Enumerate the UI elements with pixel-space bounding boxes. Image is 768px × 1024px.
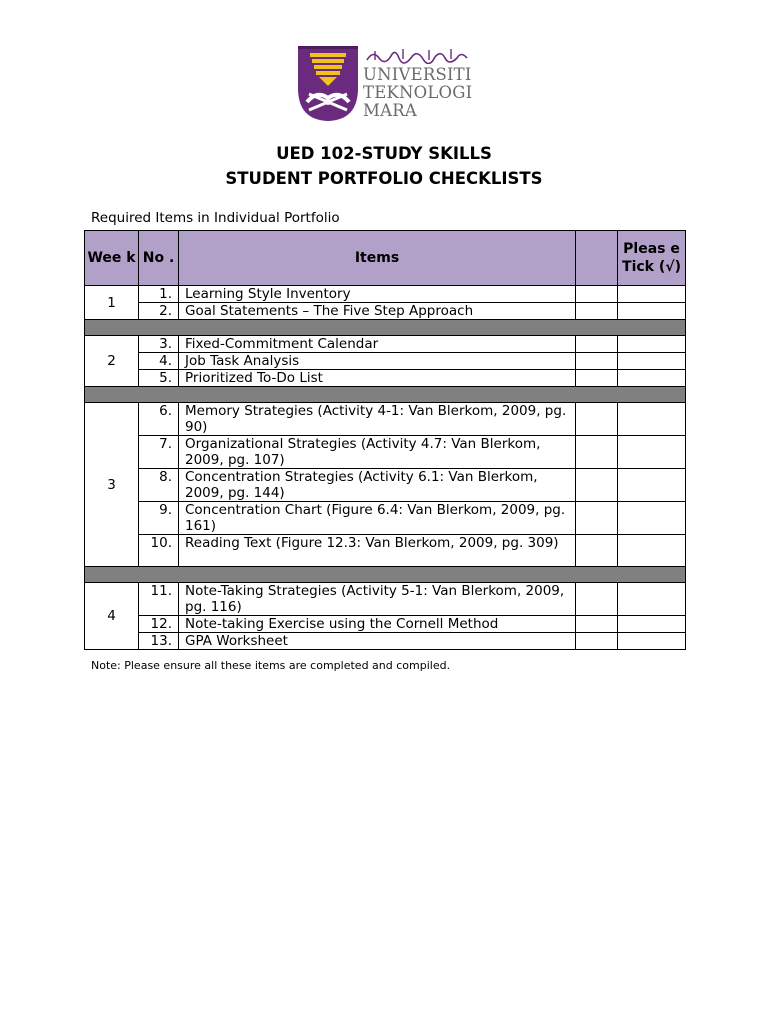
blank-cell (576, 583, 618, 616)
item-number: 7. (139, 436, 179, 469)
table-row (85, 370, 686, 387)
table-caption: Required Items in Individual Portfolio (91, 210, 340, 226)
item-number: 10. (139, 535, 179, 567)
item-number: 5. (139, 370, 179, 387)
header-no: No . (139, 231, 179, 286)
item-text: Learning Style Inventory (179, 286, 576, 303)
item-number: 2. (139, 303, 179, 320)
tick-cell[interactable] (618, 303, 686, 320)
blank-cell (576, 303, 618, 320)
table-row (85, 286, 686, 303)
blank-cell (576, 336, 618, 353)
table-row (85, 535, 686, 567)
blank-cell (576, 370, 618, 387)
week-separator (85, 567, 686, 583)
item-text: Concentration Strategies (Activity 6.1: Van Blerkom, 2009, pg. 144) (179, 469, 576, 502)
logo-line-1: UNIVERSITI (363, 65, 472, 84)
item-text: Organizational Strategies (Activity 4.7: Van Blerkom, 2009, pg. 107) (179, 436, 576, 469)
item-number: 9. (139, 502, 179, 535)
tick-cell[interactable] (618, 436, 686, 469)
footnote: Note: Please ensure all these items are completed and compiled. (91, 659, 451, 672)
header-week: Wee k (85, 231, 139, 286)
tick-cell[interactable] (618, 403, 686, 436)
item-number: 3. (139, 336, 179, 353)
document-title-course: UED 102-STUDY SKILLS (276, 144, 492, 163)
week-cell: 2 (85, 336, 139, 387)
tick-cell[interactable] (618, 633, 686, 650)
item-number: 12. (139, 616, 179, 633)
item-text: Note-taking Exercise using the Cornell Method (179, 616, 576, 633)
item-number: 11. (139, 583, 179, 616)
item-number: 8. (139, 469, 179, 502)
table-row (85, 633, 686, 650)
item-number: 4. (139, 353, 179, 370)
tick-cell[interactable] (618, 535, 686, 567)
table-row (85, 583, 686, 616)
blank-cell (576, 502, 618, 535)
table-header-row (85, 231, 686, 286)
item-text: GPA Worksheet (179, 633, 576, 650)
item-text: Note-Taking Strategies (Activity 5-1: Van Blerkom, 2009, pg. 116) (179, 583, 576, 616)
table-row (85, 502, 686, 535)
item-text: Job Task Analysis (179, 353, 576, 370)
logo-line-2: TEKNOLOGI (363, 83, 473, 102)
table-row (85, 403, 686, 436)
portfolio-checklist-table (84, 230, 686, 650)
tick-cell[interactable] (618, 469, 686, 502)
blank-cell (576, 633, 618, 650)
header-blank (576, 231, 618, 286)
blank-cell (576, 436, 618, 469)
week-cell: 3 (85, 403, 139, 567)
table-row (85, 353, 686, 370)
item-number: 1. (139, 286, 179, 303)
uitm-crest-icon (297, 44, 359, 122)
tick-cell[interactable] (618, 370, 686, 387)
tick-cell[interactable] (618, 616, 686, 633)
tick-cell[interactable] (618, 353, 686, 370)
item-number: 13. (139, 633, 179, 650)
item-text: Concentration Chart (Figure 6.4: Van Blerkom, 2009, pg. 161) (179, 502, 576, 535)
week-cell: 4 (85, 583, 139, 650)
header-items: Items (179, 231, 576, 286)
week-separator (85, 387, 686, 403)
item-number: 6. (139, 403, 179, 436)
table-row (85, 469, 686, 502)
tick-cell[interactable] (618, 502, 686, 535)
week-separator (85, 320, 686, 336)
logo-line-3: MARA (363, 101, 417, 120)
blank-cell (576, 403, 618, 436)
week-cell: 1 (85, 286, 139, 320)
arabic-script-logotype (365, 46, 469, 64)
tick-cell[interactable] (618, 336, 686, 353)
blank-cell (576, 353, 618, 370)
tick-cell[interactable] (618, 286, 686, 303)
item-text: Goal Statements – The Five Step Approach (179, 303, 576, 320)
item-text: Reading Text (Figure 12.3: Van Blerkom, 2009, pg. 309) (179, 535, 576, 567)
blank-cell (576, 286, 618, 303)
table-row (85, 616, 686, 633)
tick-cell[interactable] (618, 583, 686, 616)
blank-cell (576, 535, 618, 567)
document-title-checklist: STUDENT PORTFOLIO CHECKLISTS (225, 169, 543, 188)
blank-cell (576, 469, 618, 502)
header-tick: Pleas e Tick (√) (618, 231, 686, 286)
item-text: Fixed-Commitment Calendar (179, 336, 576, 353)
item-text: Memory Strategies (Activity 4-1: Van Blerkom, 2009, pg. 90) (179, 403, 576, 436)
item-text: Prioritized To-Do List (179, 370, 576, 387)
uitm-logo (297, 44, 472, 122)
table-row (85, 436, 686, 469)
table-row (85, 336, 686, 353)
table-row (85, 303, 686, 320)
blank-cell (576, 616, 618, 633)
